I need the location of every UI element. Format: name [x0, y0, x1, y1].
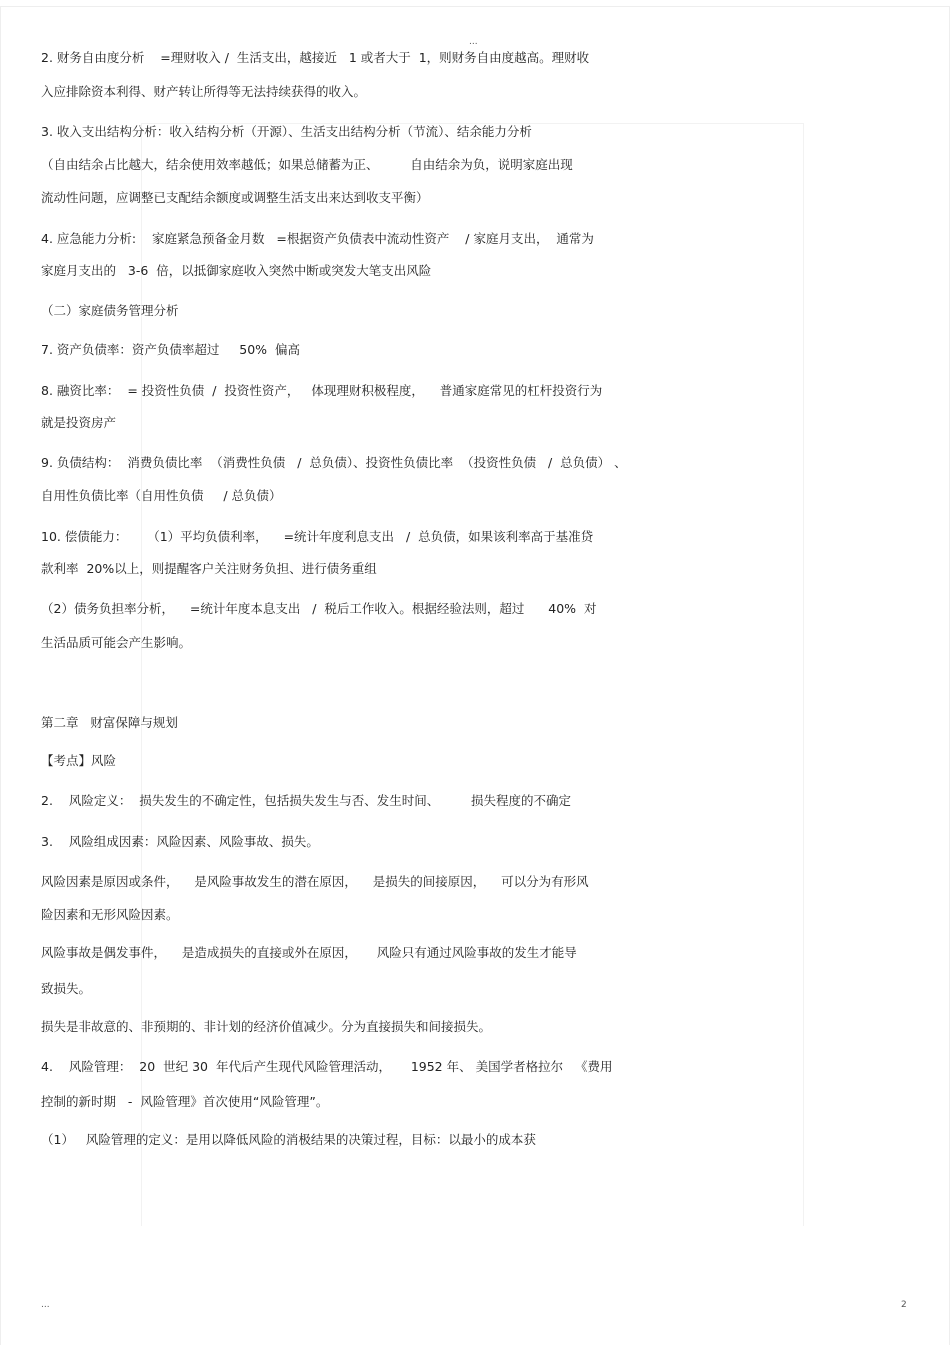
text-line: （2）债务负担率分析， =统计年度本息支出 / 税后工作收入。根据经验法则，超过 40% 对 [41, 601, 597, 616]
text-line: 流动性问题，应调整已支配结余额度或调整生活支出来达到收支平衡） [41, 190, 429, 205]
text-line: 3. 收入支出结构分析：收入结构分析（开源）、生活支出结构分析（节流）、结余能力分析 [41, 124, 532, 139]
text-line: 风险因素是原因或条件， 是风险事故发生的潜在原因， 是损失的间接原因， 可以分为有形风 [41, 874, 589, 889]
chapter-heading: 第二章 财富保障与规划 [41, 715, 178, 730]
section-heading: （二）家庭债务管理分析 [41, 303, 179, 318]
footer-mark: ... [41, 1300, 50, 1310]
text-line: （1） 风险管理的定义：是用以降低风险的消极结果的决策过程，目标：以最小的成本获 [41, 1132, 536, 1147]
page-border-top [0, 6, 950, 7]
text-line: 4. 应急能力分析: 家庭紧急预备金月数 =根据资产负债表中流动性资产 / 家庭月支出， 通常为 [41, 231, 594, 246]
page-number: 2 [901, 1300, 907, 1310]
text-line: 生活品质可能会产生影响。 [41, 635, 192, 650]
text-line: 3. 风险组成因素：风险因素、风险事故、损失。 [41, 834, 319, 849]
text-line: 入应排除资本利得、财产转让所得等无法持续获得的收入。 [41, 84, 367, 99]
page-border-left [0, 6, 1, 1345]
faint-guide-line-right [803, 123, 804, 1226]
text-line: 2. 风险定义： 损失发生的不确定性，包括损失发生与否、发生时间、 损失程度的不确定 [41, 793, 572, 808]
text-line: 自用性负债比率（自用性负债 / 总负债） [41, 488, 282, 503]
text-line: 2. 财务自由度分析 =理财收入 / 生活支出，越接近 1 或者大于 1，则财务自由度越高。理财收 [41, 50, 590, 65]
header-mark: ... [469, 37, 478, 47]
text-line: 险因素和无形风险因素。 [41, 907, 179, 922]
text-line: 8. 融资比率： = 投资性负债 / 投资性资产， 体现理财积极程度， 普通家庭常见的杠杆投资行为 [41, 383, 603, 398]
text-line: 风险事故是偶发事件， 是造成损失的直接或外在原因， 风险只有通过风险事故的发生才能导 [41, 945, 577, 960]
topic-heading: 【考点】风险 [41, 753, 117, 768]
text-line: （自由结余占比越大，结余使用效率越低；如果总储蓄为正、 自由结余为负，说明家庭出现 [41, 157, 573, 172]
text-line: 损失是非故意的、非预期的、非计划的经济价值减少。分为直接损失和间接损失。 [41, 1019, 492, 1034]
text-line: 控制的新时期 - 风险管理》首次使用“风险管理”。 [41, 1094, 329, 1109]
text-line: 7. 资产负债率：资产负债率超过 50% 偏高 [41, 342, 300, 357]
text-line: 就是投资房产 [41, 415, 117, 430]
text-line: 致损失。 [41, 981, 92, 996]
text-line: 款利率 20%以上，则提醒客户关注财务负担、进行债务重组 [41, 561, 377, 576]
text-line: 4. 风险管理： 20 世纪 30 年代后产生现代风险管理活动， 1952 年、 美国学者格拉尔 《费用 [41, 1059, 613, 1074]
text-line: 9. 负债结构： 消费负债比率 （消费性负债 / 总负债）、投资性负债比率 （投资性负债 / 总负债） 、 [41, 455, 627, 470]
text-line: 10. 偿债能力： （1）平均负债利率， =统计年度利息支出 / 总负债，如果该利率高于基准贷 [41, 529, 594, 544]
text-line: 家庭月支出的 3-6 倍，以抵御家庭收入突然中断或突发大笔支出风险 [41, 263, 432, 278]
